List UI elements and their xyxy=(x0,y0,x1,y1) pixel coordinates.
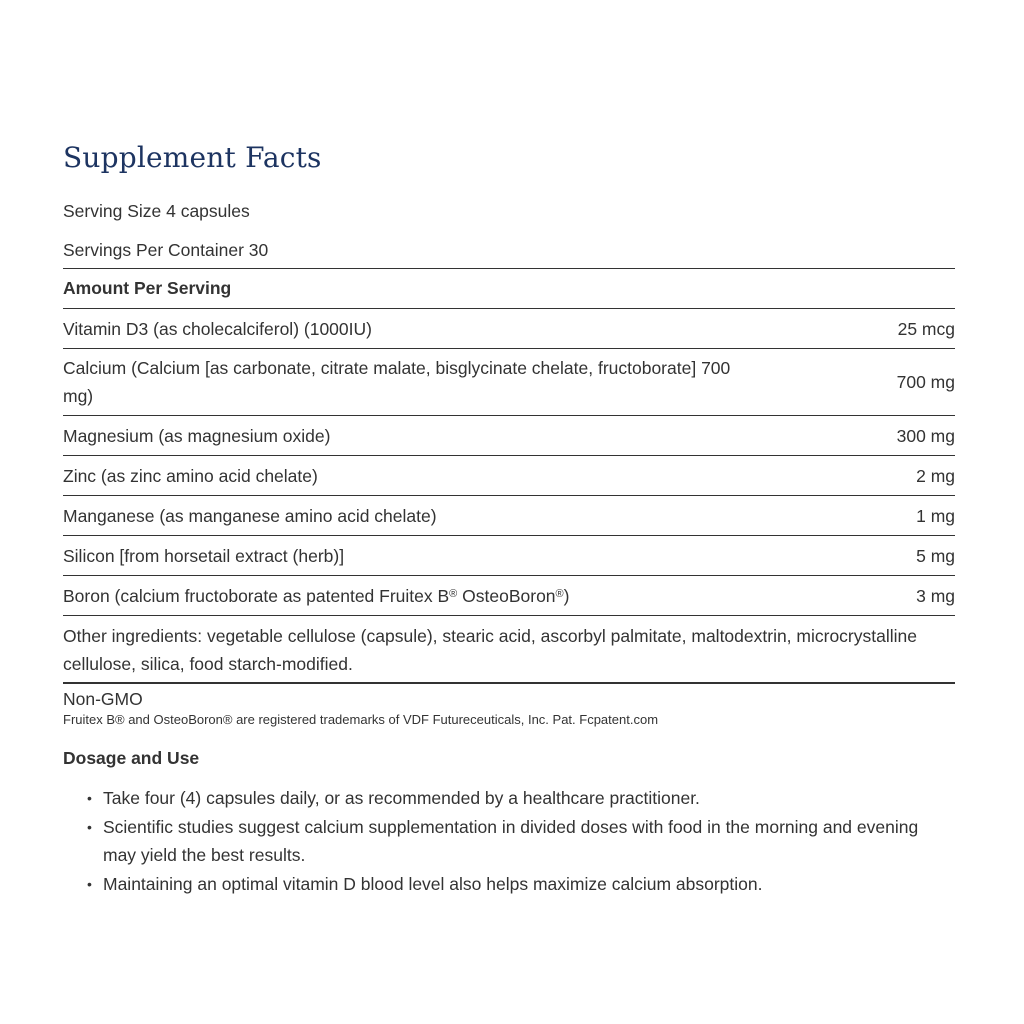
registered-mark: ® xyxy=(555,587,564,600)
dosage-list xyxy=(63,784,955,898)
list-item xyxy=(63,813,955,869)
serving-size: Serving Size 4 capsules xyxy=(63,201,250,221)
other-ingredients: Other ingredients: vegetable cellulose (capsule), stearic acid, ascorbyl palmitate, maltodextrin, microcrystalline cellulose, silica, food starch-modified. xyxy=(63,616,955,684)
nutrient-name: Zinc (as zinc amino acid chelate) xyxy=(63,465,318,486)
nutrient-row-boron xyxy=(63,576,955,616)
nutrient-amount: 300 mg xyxy=(896,425,955,446)
dosage-item-text: Take four (4) capsules daily, or as recommended by a healthcare practitioner. xyxy=(103,788,700,808)
list-item xyxy=(63,784,955,812)
nutrient-name: Magnesium (as magnesium oxide) xyxy=(63,425,331,446)
servings-per-container: Servings Per Container 30 xyxy=(63,231,955,269)
nutrient-amount: 700 mg xyxy=(896,372,955,392)
registered-mark: ® xyxy=(449,587,458,600)
nutrient-row-manganese xyxy=(63,496,955,536)
bullet-icon: • xyxy=(87,819,92,835)
dosage-title: Dosage and Use xyxy=(63,748,200,768)
nutrient-row-magnesium xyxy=(63,416,955,456)
nutrient-name: Vitamin D3 (as cholecalciferol) (1000IU) xyxy=(63,318,372,339)
nutrient-name-part: Boron (calcium fructoborate as patented Fruitex B xyxy=(63,585,450,606)
nutrient-amount: 25 mcg xyxy=(897,318,955,339)
nutrient-name-part: OsteoBoron xyxy=(457,585,556,606)
dosage-item-text: Maintaining an optimal vitamin D blood level also helps maximize calcium absorption. xyxy=(103,874,763,894)
nutrient-name-part: ) xyxy=(563,585,570,606)
nutrient-row-zinc xyxy=(63,456,955,496)
nutrient-amount: 2 mg xyxy=(916,465,955,486)
dosage-item-text: Scientific studies suggest calcium supplementation in divided doses with food in the morning and evening may yield the best results. xyxy=(103,817,919,865)
list-item xyxy=(63,870,955,898)
nutrient-amount: 1 mg xyxy=(916,505,955,526)
page-title: Supplement Facts xyxy=(63,141,322,174)
nutrient-name: Calcium (Calcium [as carbonate, citrate malate, bisglycinate chelate, fructoborate] 700 mg) xyxy=(63,358,731,406)
nutrient-row-silicon xyxy=(63,536,955,576)
nutrient-name: Manganese (as manganese amino acid chelate) xyxy=(63,505,437,526)
non-gmo-label: Non-GMO xyxy=(63,689,143,709)
bullet-icon: • xyxy=(87,790,92,806)
amount-per-serving-header: Amount Per Serving xyxy=(63,269,955,309)
nutrient-amount: 3 mg xyxy=(916,585,955,606)
trademark-notice: Fruitex B® and OsteoBoron® are registered trademarks of VDF Futureceuticals, Inc. Pat. Fcpatent.com xyxy=(63,712,659,727)
bullet-icon: • xyxy=(87,876,92,892)
nutrient-amount: 5 mg xyxy=(916,545,955,566)
nutrient-name: Silicon [from horsetail extract (herb)] xyxy=(63,545,345,566)
nutrient-name xyxy=(63,582,569,610)
nutrient-row-vitamin-d3 xyxy=(63,309,955,349)
supplement-facts-panel xyxy=(63,192,955,899)
nutrient-row-calcium xyxy=(63,349,955,416)
